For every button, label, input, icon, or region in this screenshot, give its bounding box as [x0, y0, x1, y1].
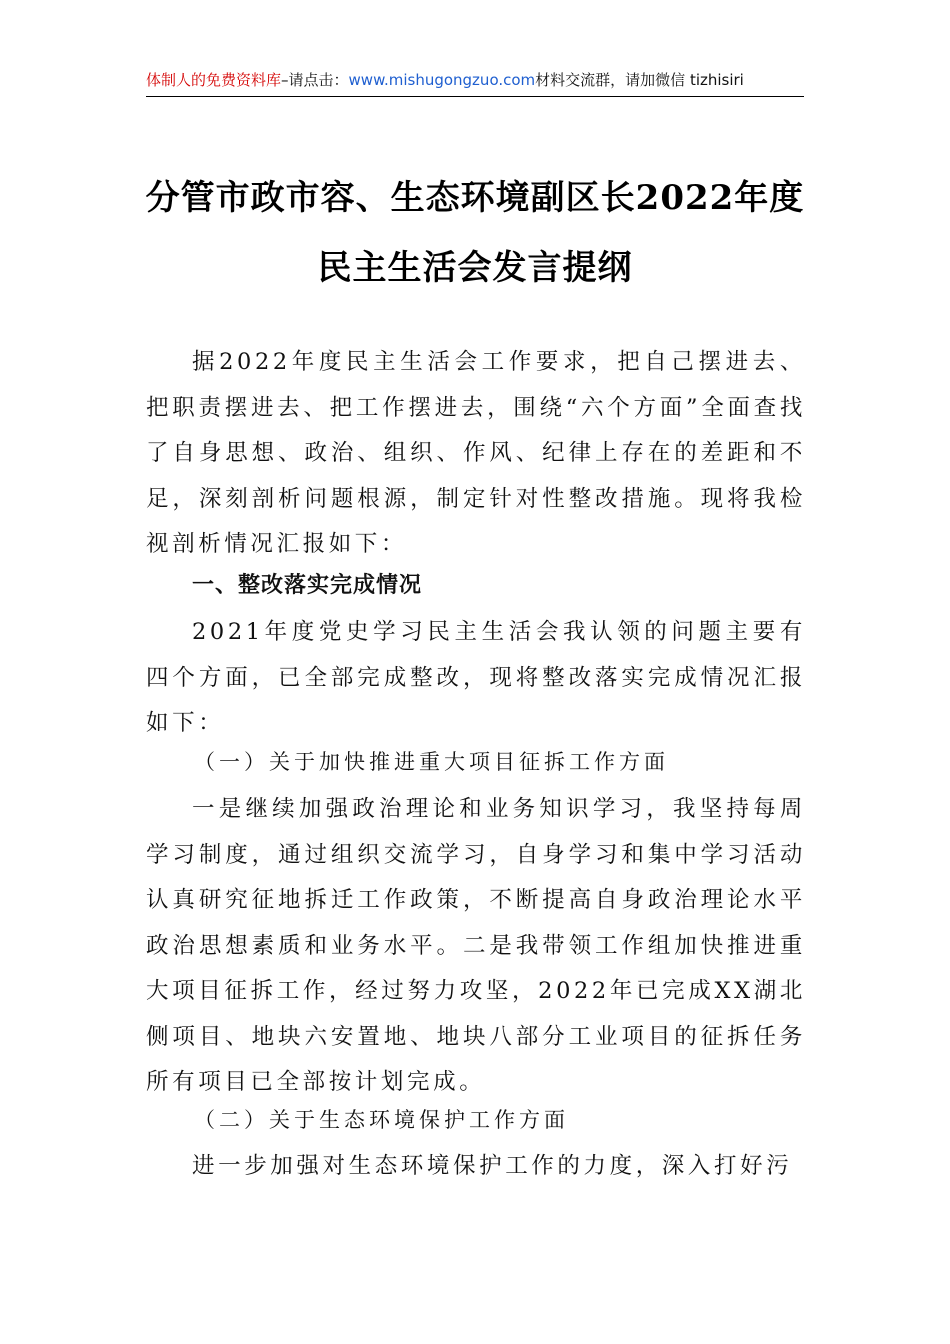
- subsection-2-heading: （二）关于生态环境保护工作方面: [194, 1108, 569, 1132]
- subsection-1-heading: （一）关于加快推进重大项目征拆工作方面: [194, 750, 669, 774]
- header-site-name: 体制人的免费资料库: [146, 71, 282, 89]
- section-1-intro-paragraph: 2021年度党史学习民主生活会我认领的问题主要有四个方面，已全部完成整改，现将整改落实完成情况汇报如下：: [146, 619, 806, 736]
- document-title-line-1: 分管市政市容、生态环境副区长2022年度: [145, 178, 805, 218]
- intro-paragraph: 据2022年度民主生活会工作要求，把自己摆进去、把职责摆进去、把工作摆进去，围绕“六个方面”全面查找了自身思想、政治、组织、作风、纪律上存在的差距和不足，深刻剖析问题根源，制定针对性整改措施。现将我检视剖析情况汇报如下：: [146, 349, 806, 557]
- subsection-2-body: 进一步加强对生态环境保护工作的力度，深入打好污: [192, 1153, 793, 1179]
- header-wechat-note: 材料交流群，请加微信 tizhisiri: [535, 71, 744, 89]
- header-click-prompt: –请点击：: [281, 71, 349, 89]
- subsection-1-body: 一是继续加强政治理论和业务知识学习，我坚持每周学习制度，通过组织交流学习，自身学习和集中学习活动认真研究征地拆迁工作政策，不断提高自身政治理论水平政治思想素质和业务水平。二是我带领工作组加快推进重大项目征拆工作，经过努力攻坚，2022年已完成XX湖北侧项目、地块六安置地、地块八部分工业项目的征拆任务所有项目已全部按计划完成。: [146, 796, 806, 1095]
- document-title-line-2: 民主生活会发言提纲: [317, 248, 633, 288]
- section-1-heading: 一、整改落实完成情况: [192, 573, 423, 598]
- header-url-link[interactable]: www.mishugongzuo.com: [348, 71, 536, 89]
- page-header: [146, 66, 804, 97]
